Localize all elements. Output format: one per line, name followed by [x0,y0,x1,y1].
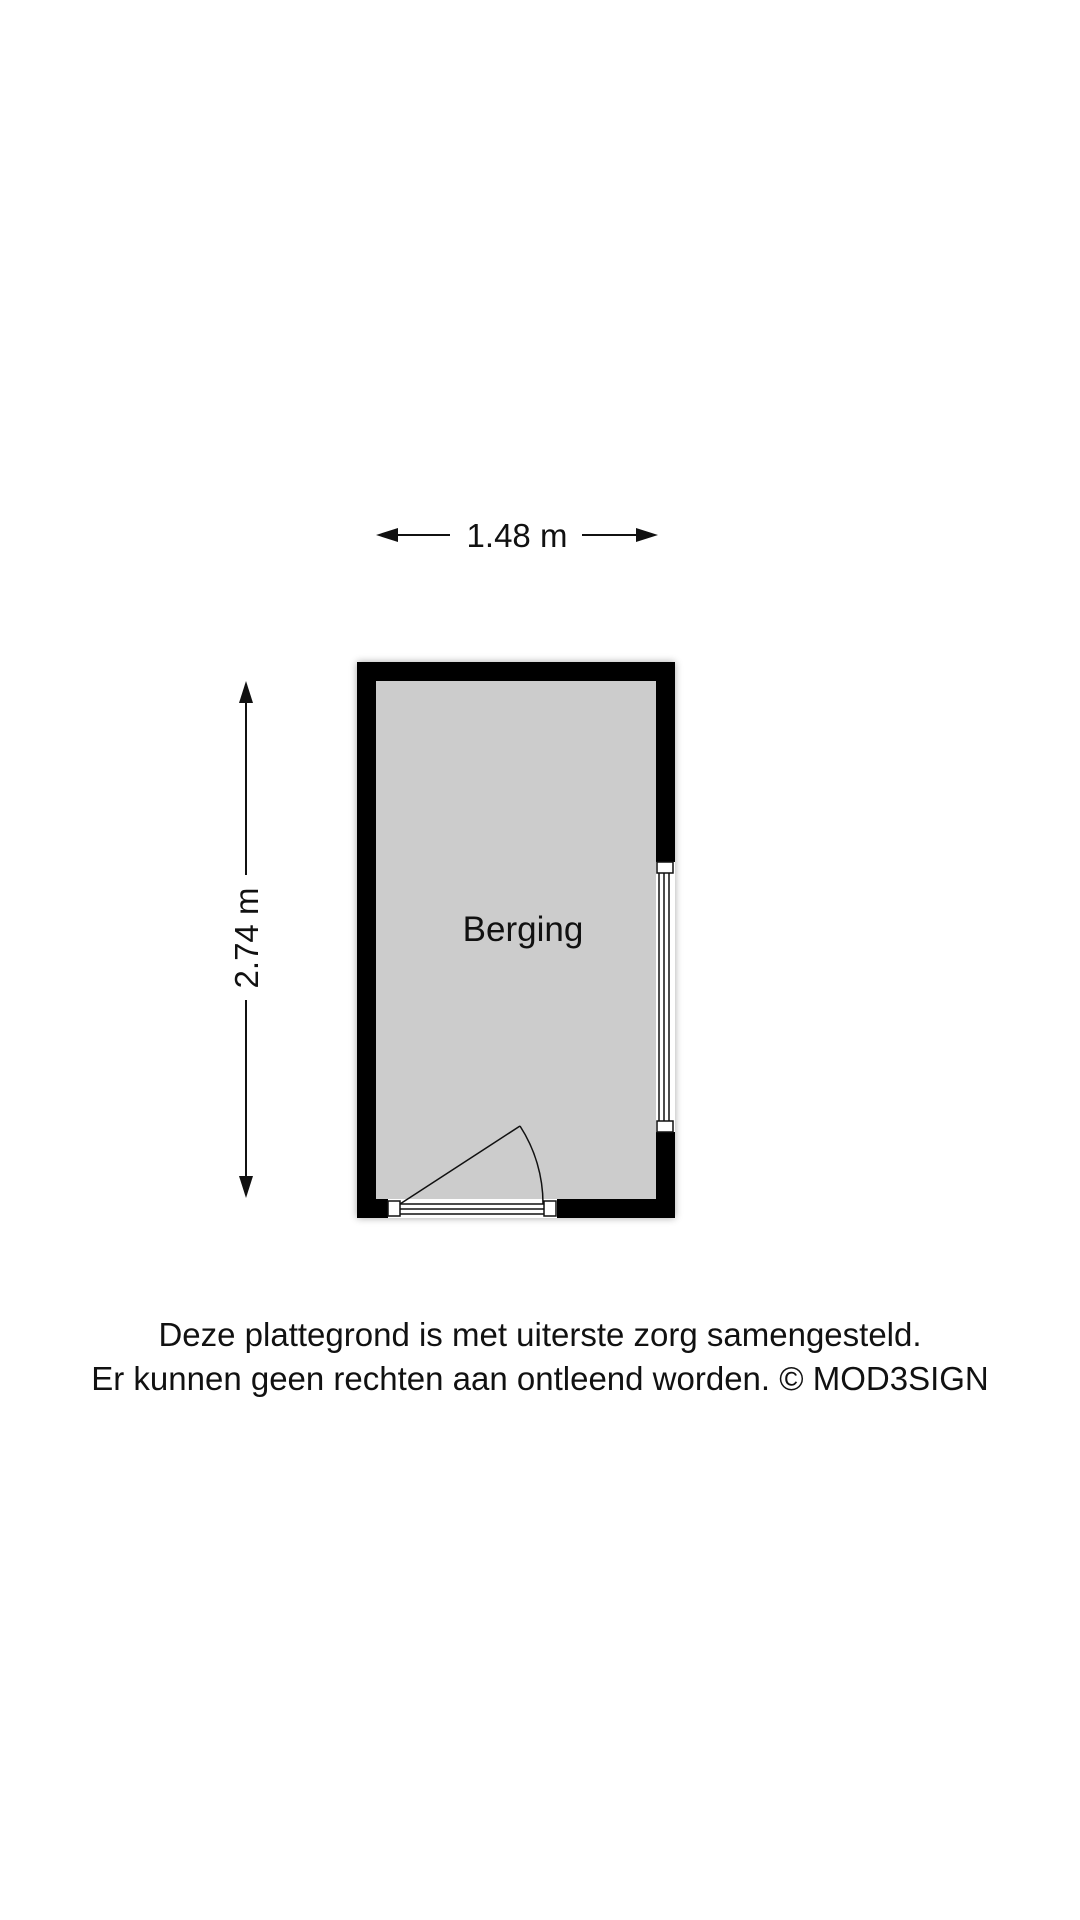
disclaimer-line-1: Deze plattegrond is met uiterste zorg samengesteld. [158,1316,922,1353]
disclaimer-line-2: Er kunnen geen rechten aan ontleend worden. © MOD3SIGN [91,1360,989,1397]
window-frame-bottom [657,1121,673,1132]
door-jamb-right [544,1201,556,1216]
room-label: Berging [462,910,584,949]
window-frame-top [657,862,673,873]
width-arrow-left [376,528,398,542]
width-arrow-right [636,528,658,542]
door-jamb-left [388,1201,400,1216]
disclaimer [0,1313,1080,1401]
width-dimension-label: 1.48 m [466,517,568,554]
height-dimension-label: 2.74 m [228,887,265,989]
height-arrow-top [239,681,253,703]
width-dimension [376,517,658,554]
window-right [656,862,675,1132]
height-arrow-bottom [239,1176,253,1198]
height-dimension [228,681,265,1198]
